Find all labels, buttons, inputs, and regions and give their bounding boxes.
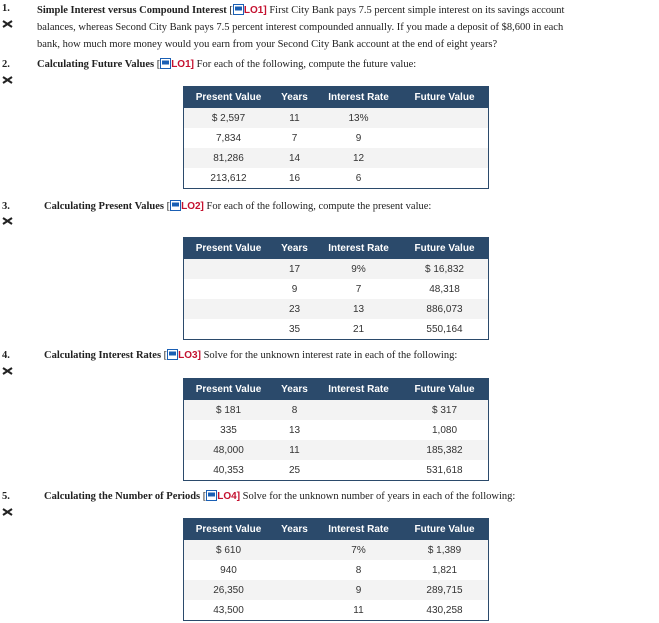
table-header-row bbox=[184, 238, 489, 260]
table-cell: 13 bbox=[273, 420, 316, 440]
table-cell: 81,286 bbox=[184, 148, 274, 168]
table-cell: 531,618 bbox=[401, 460, 489, 481]
table-cell: 11 bbox=[273, 440, 316, 460]
table-row bbox=[184, 460, 489, 481]
table-cell: $ 181 bbox=[184, 400, 274, 420]
table-row bbox=[184, 279, 489, 299]
header-future-value: Future Value bbox=[401, 379, 489, 401]
lo-label: LO1] bbox=[171, 59, 194, 70]
table-cell: 1,080 bbox=[401, 420, 489, 440]
table-row bbox=[184, 128, 489, 148]
table-cell: $ 610 bbox=[184, 540, 274, 560]
table-cell: 35 bbox=[273, 319, 316, 340]
table-row bbox=[184, 540, 489, 560]
lo-link[interactable]: [ LO2] bbox=[166, 201, 204, 212]
table-cell bbox=[316, 460, 401, 481]
table-cell: $ 2,597 bbox=[184, 108, 274, 128]
table-cell: 550,164 bbox=[401, 319, 489, 340]
problem-number: 4. bbox=[2, 350, 10, 361]
table-cell: 11 bbox=[273, 108, 316, 128]
header-future-value: Future Value bbox=[401, 238, 489, 260]
table-cell bbox=[401, 108, 489, 128]
table-cell: 9 bbox=[316, 128, 401, 148]
problem-line: bank, how much more money would you earn from your Second City Bank account at the end of eight years? bbox=[37, 39, 498, 50]
document-icon bbox=[167, 349, 178, 360]
table-cell bbox=[273, 560, 316, 580]
table-cell: 7% bbox=[316, 540, 401, 560]
problem-instruction: For each of the following, compute the future value: bbox=[196, 59, 417, 70]
problem-text bbox=[37, 2, 647, 53]
problem-number: 5. bbox=[2, 491, 10, 502]
problem-number: 2. bbox=[2, 59, 10, 70]
table-cell: 9% bbox=[316, 259, 401, 279]
problem-title: Calculating Present Values bbox=[44, 201, 164, 212]
table-row bbox=[184, 420, 489, 440]
table-cell: 289,715 bbox=[401, 580, 489, 600]
x-mark-icon bbox=[2, 76, 13, 84]
table-cell: 23 bbox=[273, 299, 316, 319]
table-row bbox=[184, 440, 489, 460]
header-future-value: Future Value bbox=[401, 519, 489, 541]
problem-instruction: Solve for the unknown interest rate in each of the following: bbox=[203, 350, 458, 361]
lo-link[interactable]: [ LO3] bbox=[163, 350, 201, 361]
document-icon bbox=[160, 58, 171, 69]
table-cell: 11 bbox=[316, 600, 401, 621]
table-cell bbox=[401, 148, 489, 168]
table-cell: 9 bbox=[273, 279, 316, 299]
table-cell bbox=[273, 600, 316, 621]
header-interest-rate: Interest Rate bbox=[316, 519, 401, 541]
lo-link[interactable]: [ LO1] bbox=[229, 5, 267, 16]
table-header-row bbox=[184, 87, 489, 109]
document-icon bbox=[206, 490, 217, 501]
table-cell: 17 bbox=[273, 259, 316, 279]
table-cell: 430,258 bbox=[401, 600, 489, 621]
x-mark-icon bbox=[2, 367, 13, 375]
table-cell bbox=[316, 420, 401, 440]
table-cell bbox=[401, 168, 489, 189]
header-years: Years bbox=[273, 379, 316, 401]
header-future-value: Future Value bbox=[401, 87, 489, 109]
table-cell: 40,353 bbox=[184, 460, 274, 481]
table-cell: 185,382 bbox=[401, 440, 489, 460]
table-row bbox=[184, 299, 489, 319]
lo-label: LO1] bbox=[243, 5, 267, 16]
header-present-value: Present Value bbox=[184, 379, 274, 401]
header-years: Years bbox=[273, 519, 316, 541]
table-cell: 8 bbox=[273, 400, 316, 420]
table-row bbox=[184, 168, 489, 189]
table-row bbox=[184, 560, 489, 580]
table-cell: $ 317 bbox=[401, 400, 489, 420]
lo-link[interactable]: [ LO4] bbox=[202, 491, 241, 502]
problem-line: balances, whereas Second City Bank pays 7.5 percent interest compounded annually. If you made a deposit of $8,600 in each bbox=[37, 22, 564, 33]
header-present-value: Present Value bbox=[184, 519, 274, 541]
problem-title: Calculating the Number of Periods bbox=[44, 491, 201, 502]
table-cell: 213,612 bbox=[184, 168, 274, 189]
table-cell bbox=[184, 299, 274, 319]
table-cell: 7 bbox=[316, 279, 401, 299]
table-cell: 7 bbox=[273, 128, 316, 148]
table-cell bbox=[401, 128, 489, 148]
header-present-value: Present Value bbox=[184, 87, 274, 109]
table-cell: 43,500 bbox=[184, 600, 274, 621]
header-present-value: Present Value bbox=[184, 238, 274, 260]
table-cell bbox=[316, 440, 401, 460]
table-cell: $ 16,832 bbox=[401, 259, 489, 279]
data-table bbox=[183, 518, 489, 621]
problem-title: Calculating Future Values bbox=[37, 59, 155, 70]
x-mark-icon bbox=[2, 20, 13, 28]
table-cell: 12 bbox=[316, 148, 401, 168]
table-cell: 25 bbox=[273, 460, 316, 481]
problem-number: 3. bbox=[2, 201, 10, 212]
lo-label: LO2] bbox=[181, 201, 204, 212]
table-cell bbox=[184, 279, 274, 299]
table-cell: 6 bbox=[316, 168, 401, 189]
table-cell: 13% bbox=[316, 108, 401, 128]
header-interest-rate: Interest Rate bbox=[316, 379, 401, 401]
table-cell: $ 1,389 bbox=[401, 540, 489, 560]
header-years: Years bbox=[273, 87, 316, 109]
table-cell bbox=[273, 540, 316, 560]
problem-text bbox=[44, 488, 654, 505]
table-row bbox=[184, 580, 489, 600]
table-cell: 21 bbox=[316, 319, 401, 340]
document-icon bbox=[170, 200, 181, 211]
table-cell bbox=[273, 580, 316, 600]
problem-line: First City Bank pays 7.5 percent simple interest on its savings account bbox=[269, 5, 565, 16]
table-cell: 48,000 bbox=[184, 440, 274, 460]
table-cell: 26,350 bbox=[184, 580, 274, 600]
table-cell: 7,834 bbox=[184, 128, 274, 148]
table-cell bbox=[316, 400, 401, 420]
data-table bbox=[183, 237, 489, 340]
table-cell: 48,318 bbox=[401, 279, 489, 299]
header-interest-rate: Interest Rate bbox=[316, 238, 401, 260]
table-cell: 13 bbox=[316, 299, 401, 319]
lo-label: LO3] bbox=[178, 350, 201, 361]
table-cell bbox=[184, 319, 274, 340]
table-header-row bbox=[184, 379, 489, 401]
x-mark-icon bbox=[2, 217, 13, 225]
table-header-row bbox=[184, 519, 489, 541]
data-table bbox=[183, 86, 489, 189]
problem-text bbox=[37, 56, 647, 73]
problem-text bbox=[44, 198, 654, 215]
table-cell: 1,821 bbox=[401, 560, 489, 580]
table-row bbox=[184, 600, 489, 621]
table-row bbox=[184, 400, 489, 420]
table-cell: 16 bbox=[273, 168, 316, 189]
problem-instruction: For each of the following, compute the present value: bbox=[206, 201, 432, 212]
document-icon bbox=[233, 4, 244, 15]
table-cell: 14 bbox=[273, 148, 316, 168]
table-row bbox=[184, 259, 489, 279]
x-mark-icon bbox=[2, 508, 13, 516]
table-cell: 8 bbox=[316, 560, 401, 580]
table-row bbox=[184, 148, 489, 168]
table-cell: 940 bbox=[184, 560, 274, 580]
problem-title: Calculating Interest Rates bbox=[44, 350, 162, 361]
table-cell: 886,073 bbox=[401, 299, 489, 319]
lo-label: LO4] bbox=[217, 491, 241, 502]
table-row bbox=[184, 319, 489, 340]
header-interest-rate: Interest Rate bbox=[316, 87, 401, 109]
table-cell: 335 bbox=[184, 420, 274, 440]
problem-text bbox=[44, 347, 654, 364]
data-table bbox=[183, 378, 489, 481]
lo-link[interactable]: [ LO1] bbox=[156, 59, 194, 70]
header-years: Years bbox=[273, 238, 316, 260]
problem-instruction: Solve for the unknown number of years in each of the following: bbox=[242, 491, 516, 502]
table-cell: 9 bbox=[316, 580, 401, 600]
problem-number: 1. bbox=[2, 3, 10, 14]
table-cell bbox=[184, 259, 274, 279]
table-row bbox=[184, 108, 489, 128]
problem-title: Simple Interest versus Compound Interest bbox=[37, 5, 227, 16]
